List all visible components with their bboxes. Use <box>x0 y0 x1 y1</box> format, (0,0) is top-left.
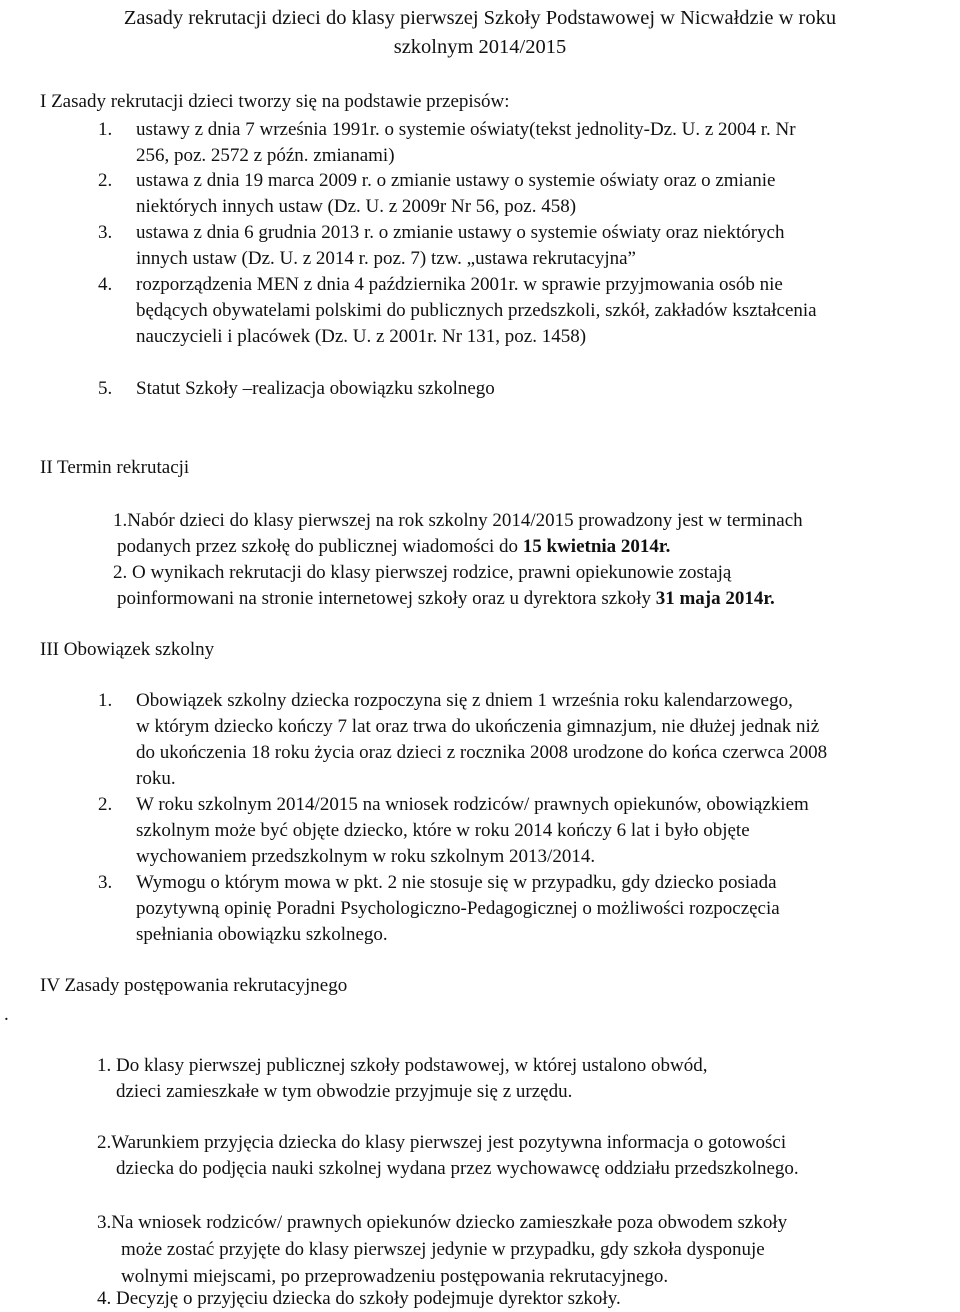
item-line: roku. <box>136 768 176 789</box>
item-line: 4. Decyzję o przyjęciu dziecka do szkoły podejmuje dyrektor szkoły. <box>97 1288 621 1309</box>
list-item <box>113 508 803 560</box>
item-line: Statut Szkoły –realizacja obowiązku szkolnego <box>136 378 495 399</box>
item-line: pozytywną opinię Poradni Psychologiczno-Pedagogicznej o możliwości rozpoczęcia <box>136 898 780 919</box>
item-number: 3. <box>98 222 113 243</box>
item-line: ustawa z dnia 6 grudnia 2013 r. o zmianie ustawy o systemie oświaty oraz niektórych <box>136 222 785 243</box>
item-line: ustawy z dnia 7 września 1991r. o systemie oświaty(tekst jednolity-Dz. U. z 2004 r. Nr <box>136 119 796 140</box>
item-number: 4. <box>98 274 113 295</box>
section-2-heading: II Termin rekrutacji <box>40 457 190 478</box>
item-line <box>113 534 803 560</box>
item-number: 5. <box>98 378 113 399</box>
item-text: podanych przez szkołę do publicznej wiadomości do <box>117 536 523 557</box>
item-line: Wymogu o którym mowa w pkt. 2 nie stosuje się w przypadku, gdy dziecko posiada <box>136 872 777 893</box>
item-line <box>113 586 775 612</box>
section-1-heading: I Zasady rekrutacji dzieci tworzy się na podstawie przepisów: <box>40 91 510 112</box>
item-number: 2. <box>98 170 113 191</box>
item-line: szkolnym może być objęte dziecko, które w roku 2014 kończy 6 lat i było objęte <box>136 820 750 841</box>
item-text: poinformowani na stronie internetowej szkoły oraz u dyrektora szkoły <box>117 588 656 609</box>
item-line: w którym dziecko kończy 7 lat oraz trwa do ukończenia gimnazjum, nie dłużej jednak niż <box>136 716 820 737</box>
item-line: 2.Warunkiem przyjęcia dziecka do klasy pierwszej jest pozytywna informacja o gotowości <box>97 1132 787 1153</box>
item-line: wolnymi miejscami, po przeprowadzeniu postępowania rekrutacyjnego. <box>121 1266 669 1287</box>
section-3-heading: III Obowiązek szkolny <box>40 639 215 660</box>
item-line: ustawa z dnia 19 marca 2009 r. o zmianie ustawy o systemie oświaty oraz o zmianie <box>136 170 776 191</box>
item-line: innych ustaw (Dz. U. z 2014 r. poz. 7) tzw. „ustawa rekrutacyjna” <box>136 248 636 269</box>
item-line: niektórych innych ustaw (Dz. U. z 2009r Nr 56, poz. 458) <box>136 196 577 217</box>
item-line: będących obywatelami polskimi do publicznych przedszkoli, szkół, zakładów kształcenia <box>136 300 817 321</box>
item-line: wychowaniem przedszkolnym w roku szkolnym 2013/2014. <box>136 846 596 867</box>
item-number: 1. <box>98 119 113 140</box>
item-line: 256, poz. 2572 z późn. zmianami) <box>136 145 395 166</box>
list-item <box>113 560 775 612</box>
item-line: może zostać przyjęte do klasy pierwszej jedynie w przypadku, gdy szkoła dysponuje <box>121 1239 765 1260</box>
deadline-date: 15 kwietnia 2014r. <box>522 536 671 557</box>
item-line: spełniania obowiązku szkolnego. <box>136 924 388 945</box>
list-item <box>97 1209 787 1290</box>
list-item <box>97 1053 708 1105</box>
document-title <box>20 4 940 62</box>
item-line: 3.Na wniosek rodziców/ prawnych opiekunów dziecko zamieszkałe poza obwodem szkoły <box>97 1212 788 1233</box>
stray-dot: . <box>4 1004 9 1025</box>
item-line: 1.Nabór dzieci do klasy pierwszej na rok szkolny 2014/2015 prowadzony jest w terminach <box>113 510 803 531</box>
title-line-1: Zasady rekrutacji dzieci do klasy pierwszej Szkoły Podstawowej w Nicwałdzie w roku <box>123 7 837 29</box>
item-line: rozporządzenia MEN z dnia 4 października 2001r. w sprawie przyjmowania osób nie <box>136 274 783 295</box>
item-line: dziecka do podjęcia nauki szkolnej wydana przez wychowawcę oddziału przedszkolnego. <box>116 1158 799 1179</box>
item-line: W roku szkolnym 2014/2015 na wniosek rodziców/ prawnych opiekunów, obowiązkiem <box>136 794 809 815</box>
list-item <box>97 1130 799 1182</box>
item-line: dzieci zamieszkałe w tym obwodzie przyjmuje się z urzędu. <box>116 1081 573 1102</box>
section-4-heading: IV Zasady postępowania rekrutacyjnego <box>40 975 348 996</box>
title-line-2: szkolnym 2014/2015 <box>393 36 567 58</box>
item-number: 2. <box>98 794 113 815</box>
item-line: nauczycieli i placówek (Dz. U. z 2001r. Nr 131, poz. 1458) <box>136 326 587 347</box>
item-number: 1. <box>98 690 113 711</box>
item-line: Obowiązek szkolny dziecka rozpoczyna się z dniem 1 września roku kalendarzowego, <box>136 690 793 711</box>
item-line: 1. Do klasy pierwszej publicznej szkoły podstawowej, w której ustalono obwód, <box>97 1055 708 1076</box>
item-number: 3. <box>98 872 113 893</box>
item-line: 2. O wynikach rekrutacji do klasy pierwszej rodzice, prawni opiekunowie zostają <box>113 562 732 583</box>
item-line: do ukończenia 18 roku życia oraz dzieci z rocznika 2008 urodzone do końca czerwca 2008 <box>136 742 828 763</box>
results-date: 31 maja 2014r. <box>655 588 775 609</box>
list-item <box>97 1286 621 1312</box>
